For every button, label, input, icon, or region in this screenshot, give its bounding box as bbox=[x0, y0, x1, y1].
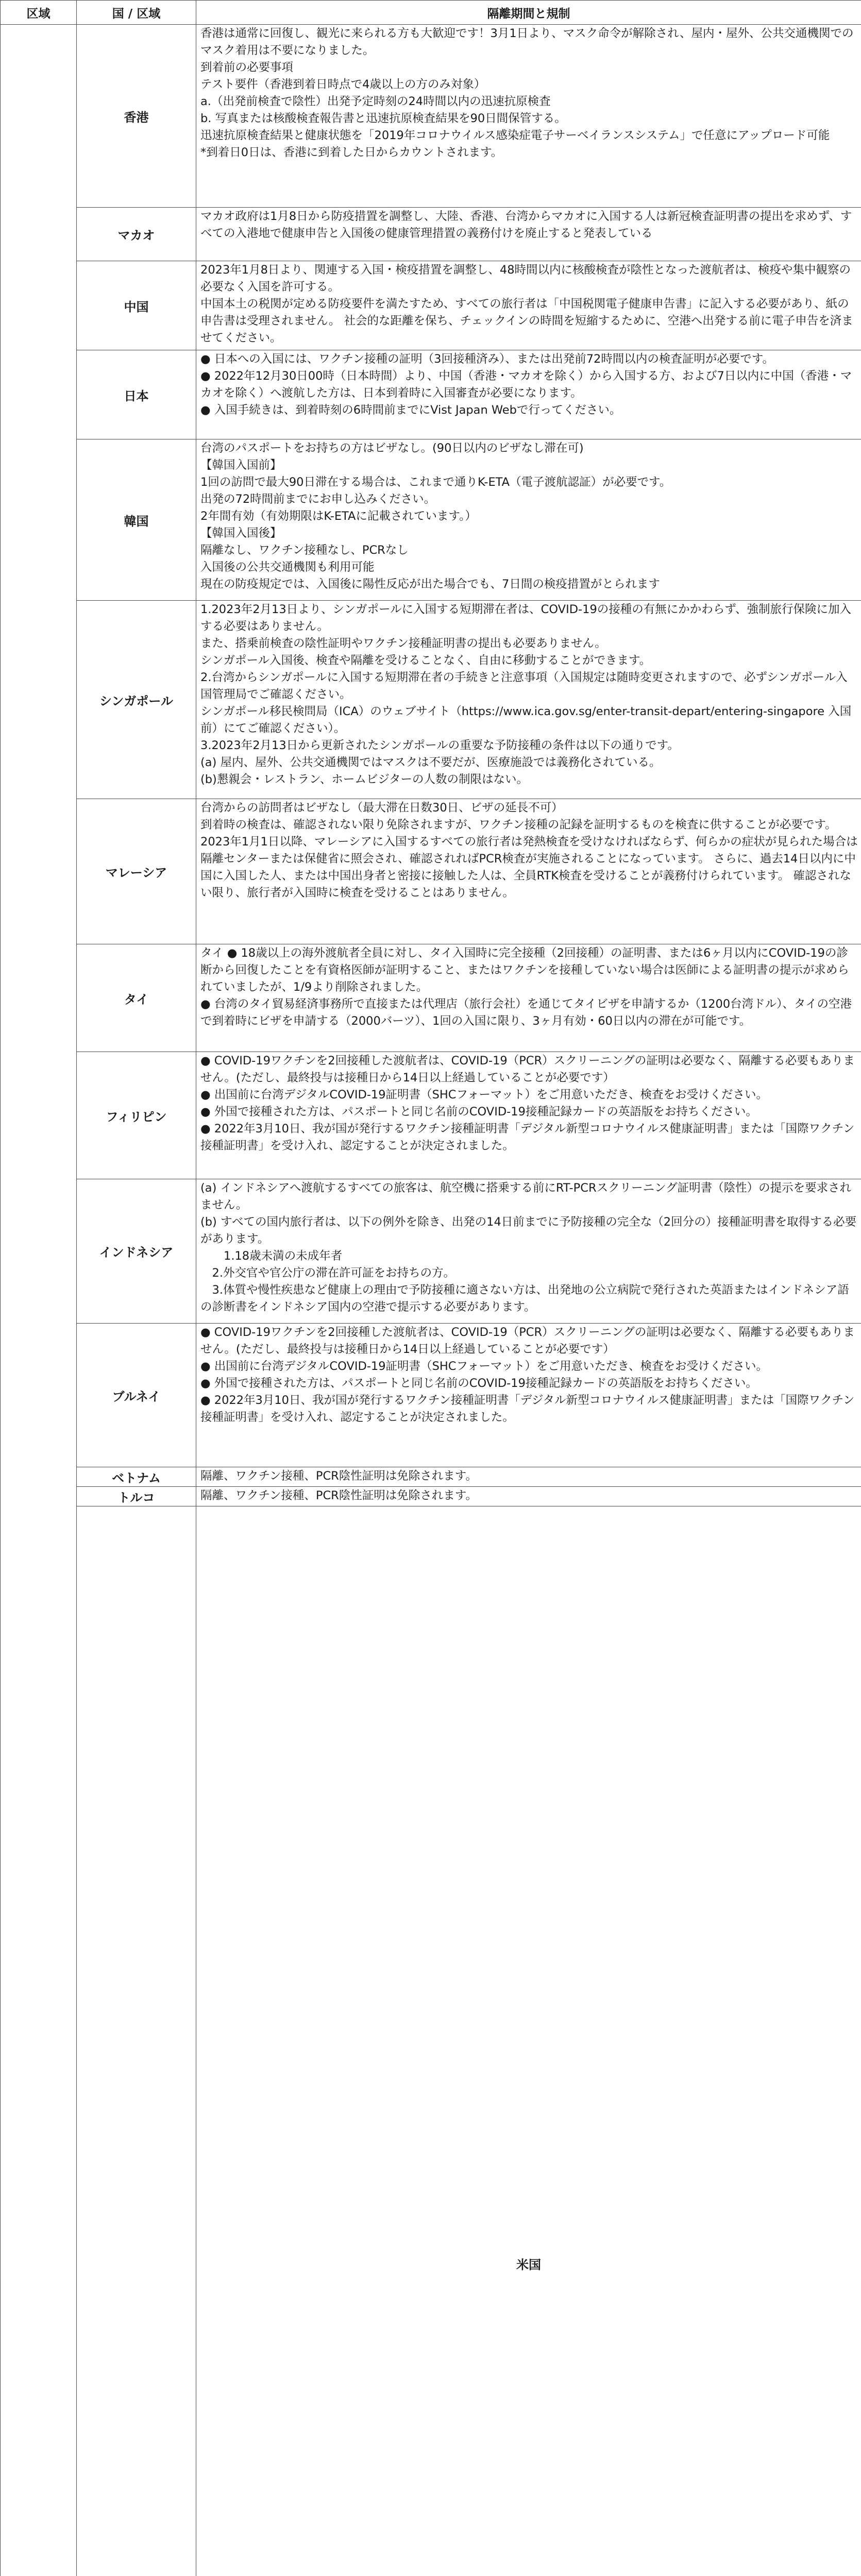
rule-line: ● COVID-19ワクチンを2回接種した渡航者は、COVID-19（PCR）スクリーニングの証明は必要なく、隔離する必要もありません。(ただし、最終投与は接種日から14日以上経過していることが必要です） bbox=[200, 1053, 858, 1087]
rule-line: 隔離、ワクチン接種、PCR陰性証明は免除されます。 bbox=[200, 1487, 858, 1504]
rule-line: ● 出国前に台湾デジタルCOVID-19証明書（SHCフォーマット）をご用意いただき、検査をお受けください。 bbox=[200, 1358, 858, 1375]
rule-line: また、搭乗前検査の陰性証明やワクチン接種証明書の提出も必要ありません。 bbox=[200, 635, 858, 652]
rule-line: 隔離なし、ワクチン接種なし、PCRなし bbox=[200, 542, 858, 559]
country-cell: マレーシア bbox=[77, 799, 196, 944]
rule-line: a.（出発前検査で陰性）出発予定時刻の24時間以内の迅速抗原検査 bbox=[200, 93, 858, 110]
rule-line: 迅速抗原検査結果と健康状態を「2019年コロナウイルス感染症電子サーベイランスシステム」で任意にアップロード可能 bbox=[200, 127, 858, 144]
rule-line: 台湾のパスポートをお持ちの方はビザなし。(90日以内のビザなし滞在可) bbox=[200, 440, 858, 457]
table-row bbox=[1, 944, 861, 1052]
rule-line: ● 外国で接種された方は、パスポートと同じ名前のCOVID-19接種記録カードの英語版をお持ちください。 bbox=[200, 1104, 858, 1121]
table-row bbox=[1, 350, 861, 439]
rule-line: マカオ政府は1月8日から防疫措置を調整し、大陸、香港、台湾からマカオに入国する人は新冠検査証明書の提出を求めず、すべての入港地で健康申告と入国後の健康管理措置の義務付けを廃止すると発表している bbox=[200, 208, 858, 242]
table-row bbox=[1, 601, 861, 799]
rule-line: ● 日本への入国には、ワクチン接種の証明（3回接種済み）、または出発前72時間以内の検査証明が必要です。 bbox=[200, 351, 858, 368]
header-region: 区域 bbox=[1, 1, 77, 25]
region-cell bbox=[1, 25, 77, 2576]
rule-line: タイ ● 18歳以上の海外渡航者全員に対し、タイ入国時に完全接種（2回接種）の証明書、または6ヶ月以内にCOVID-19の診断から回復したことを有資格医師が証明すること、またはワクチンを接種していない場合は医師による証明書の提示が求められていましたが、1/9より削除されました。 bbox=[200, 945, 858, 996]
table-row bbox=[1, 1324, 861, 1467]
rule-line: シンガポール移民検問局（ICA）のウェブサイト（https://www.ica.gov.sg/enter-transit-depart/entering-singapore 入国前）にてご確認ください）。 bbox=[200, 703, 858, 737]
rule-line: 2.台湾からシンガポールに入国する短期滞在者の手続きと注意事項（入国規定は随時変更されますので、必ずシンガポール入国管理局でご確認ください。 bbox=[200, 669, 858, 703]
rules-cell bbox=[196, 1052, 861, 1179]
rule-line: 到着時の検査は、確認されない限り免除されますが、ワクチン接種の記録を証明するものを検査に供することが必要です。 bbox=[200, 817, 858, 834]
rule-line: ● 外国で接種された方は、パスポートと同じ名前のCOVID-19接種記録カードの英語版をお持ちください。 bbox=[200, 1375, 858, 1392]
country-cell: 中国 bbox=[77, 261, 196, 350]
rules-cell bbox=[196, 1467, 861, 1487]
rule-line: 3.体質や慢性疾患など健康上の理由で予防接種に適さない方は、出発地の公立病院で発行された英語またはインドネシア語の診断書をインドネシア国内の空港で提示する必要があります。 bbox=[200, 1282, 858, 1316]
rule-line: 1回の訪問で最大90日滞在する場合は、これまで通りK-ETA（電子渡航認証）が必要です。 bbox=[200, 474, 858, 491]
country-cell: タイ bbox=[77, 944, 196, 1052]
table-row bbox=[1, 1506, 861, 2576]
rule-line: テスト要件（香港到着日時点で4歳以上の方のみ対象） bbox=[200, 76, 858, 93]
rule-line: ● 台湾のタイ貿易経済事務所で直接または代理店（旅行会社）を通じてタイビザを申請するか（1200台湾ドル）、タイの空港で到着時にビザを申請する（2000バーツ）、1回の入国に限り、3ヶ月有効・60日以内の滞在が可能です。 bbox=[200, 996, 858, 1030]
table-row bbox=[1, 261, 861, 350]
country-cell: シンガポール bbox=[77, 601, 196, 799]
header-country: 国 / 区域 bbox=[77, 1, 196, 25]
table-body bbox=[1, 25, 861, 2576]
rules-cell bbox=[196, 1487, 861, 1506]
rule-line: ● 2022年3月10日、我が国が発行するワクチン接種証明書「デジタル新型コロナウイルス健康証明書」または「国際ワクチン接種証明書」を受け入れ、認定することが決定されました。 bbox=[200, 1392, 858, 1426]
rule-line: *到着日0日は、香港に到着した日からカウントされます。 bbox=[200, 144, 858, 161]
table-row bbox=[1, 1487, 861, 1506]
country-cell: ベトナム bbox=[77, 1467, 196, 1487]
rules-cell bbox=[196, 261, 861, 350]
rules-cell bbox=[196, 601, 861, 799]
country-cell: 韓国 bbox=[77, 439, 196, 601]
region-cell bbox=[77, 1506, 196, 2576]
rules-cell bbox=[196, 799, 861, 944]
country-cell: 米国 bbox=[196, 1506, 861, 2576]
table-row bbox=[1, 799, 861, 944]
table-row bbox=[1, 1179, 861, 1324]
rule-line: ● 2022年3月10日、我が国が発行するワクチン接種証明書「デジタル新型コロナウイルス健康証明書」または「国際ワクチン接種証明書」を受け入れ、認定することが決定されました。 bbox=[200, 1121, 858, 1155]
rules-cell bbox=[196, 1179, 861, 1324]
rule-line: ● 出国前に台湾デジタルCOVID-19証明書（SHCフォーマット）をご用意いただき、検査をお受けください。 bbox=[200, 1087, 858, 1104]
rule-line: (b)懇親会・レストラン、ホームビジターの人数の制限はない。 bbox=[200, 771, 858, 788]
rule-line: (b) すべての国内旅行者は、以下の例外を除き、出発の14日前までに予防接種の完全な（2回分の）接種証明書を取得する必要があります。 bbox=[200, 1214, 858, 1248]
rules-cell bbox=[196, 350, 861, 439]
rule-line: シンガポール入国後、検査や隔離を受けることなく、自由に移動することができます。 bbox=[200, 652, 858, 669]
rule-line: (a) 屋内、屋外、公共交通機関ではマスクは不要だが、医療施設では義務化されている。 bbox=[200, 754, 858, 771]
rule-line: ● 入国手続きは、到着時刻の6時間前までにVist Japan Webで行ってください。 bbox=[200, 402, 858, 419]
rule-line: 【韓国入国後】 bbox=[200, 525, 858, 542]
country-cell: マカオ bbox=[77, 208, 196, 261]
rules-cell bbox=[196, 1324, 861, 1467]
table-row bbox=[1, 1052, 861, 1179]
table-row bbox=[1, 1467, 861, 1487]
rule-line: 2023年1月1日以降、マレーシアに入国するすべての旅行者は発熱検査を受けなければならず、何らかの症状が見られた場合は隔離センターまたは保健省に照会され、確認されればPCR検査が実施されることになっています。 さらに、過去14日以内に中国に入国した人、または中国出身者と密接に接触した人は、全員RTK検査を受けることが義務付けられています。 確認されない限り、旅行者が入国時に検査を受けることはありません。 bbox=[200, 834, 858, 902]
rule-line: 3.2023年2月13日から更新されたシンガポールの重要な予防接種の条件は以下の通りです。 bbox=[200, 737, 858, 754]
rule-line: 2023年1月8日より、関連する入国・検疫措置を調整し、48時間以内に核酸検査が陰性となった渡航者は、検疫や集中観察の必要なく入国を許可する。 bbox=[200, 262, 858, 296]
rule-line: 2.外交官や官公庁の滞在許可証をお持ちの方。 bbox=[200, 1265, 858, 1282]
rule-line: 【韓国入国前】 bbox=[200, 457, 858, 474]
table-row bbox=[1, 25, 861, 208]
rule-line: 1.18歳未満の未成年者 bbox=[200, 1248, 858, 1265]
rule-line: 到着前の必要事項 bbox=[200, 59, 858, 76]
rule-line: (a) インドネシアへ渡航するすべての旅客は、航空機に搭乗する前にRT-PCRスクリーニング証明書（陰性）の提示を要求されません。 bbox=[200, 1180, 858, 1214]
table-row bbox=[1, 439, 861, 601]
rule-line: 香港は通常に回復し、観光に来られる方も大歓迎です！3月1日より、マスク命令が解除され、屋内・屋外、公共交通機関でのマスク着用は不要になりました。 bbox=[200, 25, 858, 59]
rules-cell bbox=[196, 439, 861, 601]
rules-cell bbox=[196, 944, 861, 1052]
rule-line: 現在の防疫規定では、入国後に陽性反応が出た場合でも、7日間の検疫措置がとられます bbox=[200, 576, 858, 593]
rule-line: 出発の72時間前までにお申し込みください。 bbox=[200, 491, 858, 508]
rule-line: ● COVID-19ワクチンを2回接種した渡航者は、COVID-19（PCR）スクリーニングの証明は必要なく、隔離する必要もありません。(ただし、最終投与は接種日から14日以上経過していることが必要です） bbox=[200, 1324, 858, 1358]
country-cell: インドネシア bbox=[77, 1179, 196, 1324]
header-rules: 隔離期間と規制 bbox=[196, 1, 861, 25]
country-cell: 日本 bbox=[77, 350, 196, 439]
rules-cell bbox=[196, 208, 861, 261]
rule-line: 2年間有効（有効期限はK-ETAに記載されています。） bbox=[200, 508, 858, 525]
rule-line: ● 2022年12月30日00時（日本時間）より、中国（香港・マカオを除く）から入国する方、および7日以内に中国（香港・マカオを除く）へ渡航した方は、日本到着時に入国審査が必要になります。 bbox=[200, 368, 858, 402]
country-cell: トルコ bbox=[77, 1487, 196, 1506]
country-cell: 香港 bbox=[77, 25, 196, 208]
rule-line: 隔離、ワクチン接種、PCR陰性証明は免除されます。 bbox=[200, 1468, 858, 1485]
country-cell: ブルネイ bbox=[77, 1324, 196, 1467]
rule-line: b. 写真または核酸検査報告書と迅速抗原検査結果を90日間保管する。 bbox=[200, 110, 858, 127]
rule-line: 入国後の公共交通機関も利用可能 bbox=[200, 559, 858, 576]
country-cell: フィリピン bbox=[77, 1052, 196, 1179]
rule-line: 台湾からの訪問者はビザなし（最大滞在日数30日、ビザの延長不可） bbox=[200, 800, 858, 817]
table-row bbox=[1, 208, 861, 261]
rule-line: 中国本土の税関が定める防疫要件を満たすため、すべての旅行者は「中国税関電子健康申告書」に記入する必要があり、紙の申告書は受理されません。 社会的な距離を保ち、チェックインの時間を短縮するために、空港へ出発する前に電子申告を済ませてください。 bbox=[200, 296, 858, 347]
table-header-row bbox=[1, 1, 861, 25]
rules-cell bbox=[196, 25, 861, 208]
rule-line: 1.2023年2月13日より、シンガポールに入国する短期滞在者は、COVID-19の接種の有無にかかわらず、強制旅行保険に加入する必要はありません。 bbox=[200, 601, 858, 635]
